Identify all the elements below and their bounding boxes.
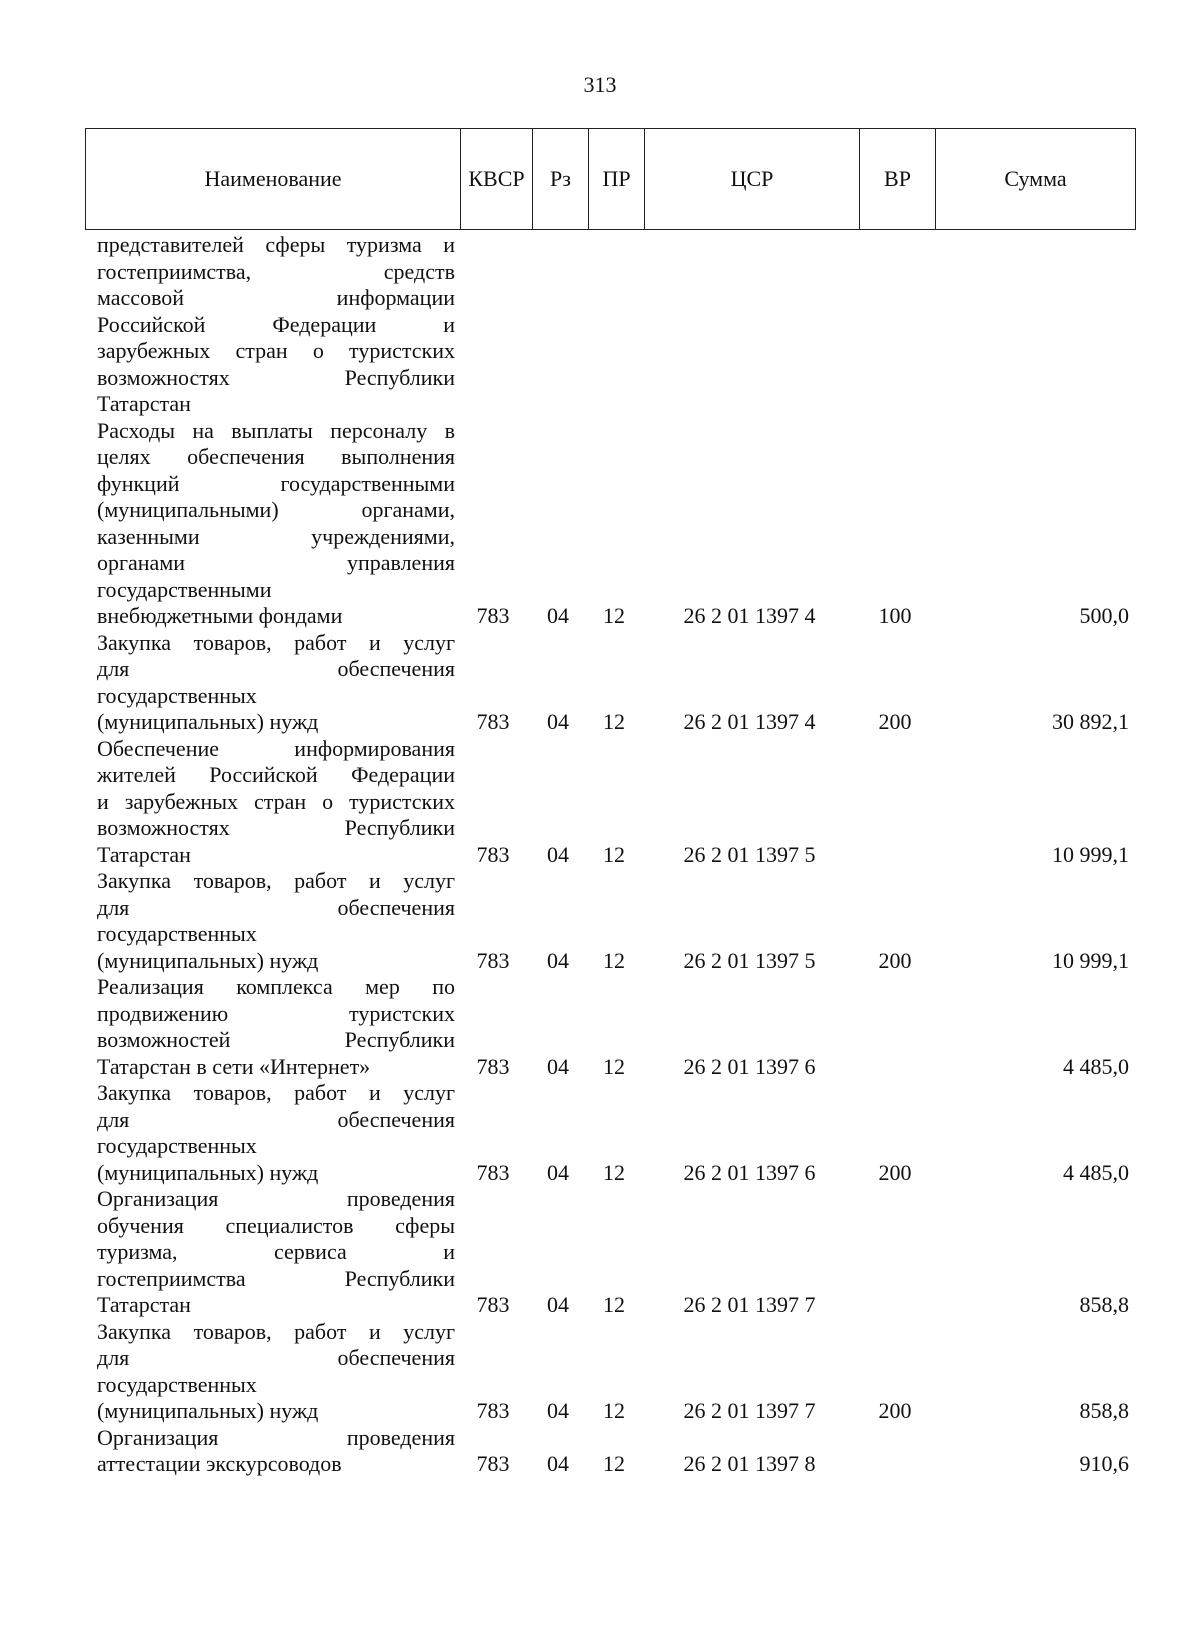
row-name: [97, 736, 455, 869]
row-name-line: возможностях Республики: [97, 364, 455, 390]
cell-vr: 200: [878, 709, 912, 734]
table-row: [85, 1186, 1135, 1319]
row-name-line: жителей Российской Федерации: [97, 762, 455, 787]
cell-vr: 200: [878, 1398, 912, 1423]
row-name-line: возможностей Республики: [97, 1027, 455, 1052]
row-name-line: возможностях Республики: [97, 815, 455, 840]
table-row: [85, 630, 1135, 736]
row-name-line: государственных: [97, 1133, 257, 1158]
row-name: [97, 232, 455, 418]
cell-kvsr: 783: [476, 709, 510, 734]
table-row: [85, 736, 1135, 869]
row-name-line: для обеспечения: [97, 1345, 455, 1370]
row-name-line: для обеспечения: [97, 894, 455, 920]
row-name-line: Закупка товаров, работ и услуг: [97, 868, 455, 893]
cell-sum: 4 485,0: [1063, 1053, 1129, 1079]
row-name-line: Татарстан: [97, 391, 191, 416]
row-name-line: Расходы на выплаты персоналу в: [97, 417, 455, 443]
table-body: [85, 232, 1135, 1478]
row-name-line: Реализация комплекса мер по: [97, 974, 455, 999]
cell-csr: 26 2 01 1397 4: [683, 709, 816, 734]
row-name-line: (муниципальных) нужд: [97, 947, 319, 973]
cell-vr: 200: [878, 1159, 912, 1185]
cell-sum: 910,6: [1079, 1451, 1129, 1476]
cell-kvsr: 783: [476, 1292, 510, 1317]
cell-csr: 26 2 01 1397 5: [683, 947, 816, 973]
cell-kvsr: 783: [476, 947, 510, 973]
row-name-line: (муниципальных) нужд: [97, 1398, 319, 1423]
table-row: [85, 1319, 1135, 1425]
cell-pr: 12: [603, 709, 625, 734]
row-name-line: целях обеспечения выполнения: [97, 444, 455, 469]
row-name: [97, 1425, 455, 1478]
row-name-line: туризма, сервиса и: [97, 1239, 455, 1264]
cell-rz: 04: [547, 1292, 569, 1317]
row-name-line: массовой информации: [97, 285, 455, 310]
cell-csr: 26 2 01 1397 4: [683, 603, 816, 628]
row-name-line: Татарстан в сети «Интернет»: [97, 1053, 371, 1079]
row-name-line: для обеспечения: [97, 656, 455, 681]
cell-rz: 04: [547, 1451, 569, 1476]
cell-pr: 12: [603, 1159, 625, 1185]
cell-rz: 04: [547, 603, 569, 628]
row-name: [97, 868, 455, 974]
row-name-line: государственных: [97, 682, 257, 708]
row-name-line: аттестации экскурсоводов: [97, 1451, 342, 1476]
row-name-line: Закупка товаров, работ и услуг: [97, 1080, 455, 1105]
cell-rz: 04: [547, 947, 569, 973]
cell-rz: 04: [547, 841, 569, 867]
row-name-line: органами управления: [97, 550, 455, 575]
row-name: [97, 630, 455, 736]
cell-pr: 12: [603, 1292, 625, 1317]
cell-pr: 12: [603, 841, 625, 867]
row-name-line: Татарстан: [97, 841, 191, 867]
row-name-line: гостеприимства Республики: [97, 1265, 455, 1291]
cell-kvsr: 783: [476, 1398, 510, 1423]
header-vr: ВР: [860, 129, 936, 230]
row-name: [97, 974, 455, 1080]
header-name: Наименование: [86, 129, 461, 230]
cell-sum: 10 999,1: [1052, 841, 1129, 867]
cell-sum: 4 485,0: [1063, 1159, 1129, 1185]
cell-pr: 12: [603, 1398, 625, 1423]
cell-pr: 12: [603, 1053, 625, 1079]
row-name: [97, 1186, 455, 1319]
cell-csr: 26 2 01 1397 6: [683, 1159, 816, 1185]
cell-csr: 26 2 01 1397 5: [683, 841, 816, 867]
cell-sum: 30 892,1: [1052, 709, 1129, 734]
cell-sum: 10 999,1: [1052, 947, 1129, 973]
cell-pr: 12: [603, 1451, 625, 1476]
row-name-line: Закупка товаров, работ и услуг: [97, 1318, 455, 1344]
row-name-line: внебюджетными фондами: [97, 603, 343, 628]
row-name-line: представителей сферы туризма и: [97, 232, 455, 257]
table-row: [85, 1425, 1135, 1478]
cell-sum: 858,8: [1079, 1292, 1129, 1317]
cell-rz: 04: [547, 709, 569, 734]
row-name-line: государственных: [97, 1371, 257, 1397]
cell-kvsr: 783: [476, 603, 510, 628]
row-name-line: зарубежных стран о туристских: [97, 338, 455, 363]
header-csr: ЦСР: [645, 129, 860, 230]
row-name-line: Закупка товаров, работ и услуг: [97, 629, 455, 655]
table-row: [85, 418, 1135, 630]
row-name-line: (муниципальными) органами,: [97, 497, 455, 522]
cell-rz: 04: [547, 1053, 569, 1079]
header-sum: Сумма: [936, 129, 1136, 230]
header-rz: Рз: [533, 129, 589, 230]
cell-vr: 100: [878, 603, 912, 628]
row-name-line: (муниципальных) нужд: [97, 1159, 319, 1185]
row-name-line: Обеспечение информирования: [97, 735, 455, 761]
header-pr: ПР: [589, 129, 645, 230]
row-name-line: (муниципальных) нужд: [97, 709, 319, 734]
cell-pr: 12: [603, 603, 625, 628]
row-name-line: государственными: [97, 576, 272, 602]
page-number: 313: [583, 72, 617, 97]
cell-kvsr: 783: [476, 841, 510, 867]
cell-vr: 200: [878, 947, 912, 973]
row-name-line: Татарстан: [97, 1292, 191, 1317]
cell-sum: 500,0: [1079, 603, 1129, 628]
cell-kvsr: 783: [476, 1451, 510, 1476]
row-name-line: Российской Федерации и: [97, 311, 455, 337]
row-name-line: казенными учреждениями,: [97, 523, 455, 549]
table-row: [85, 1080, 1135, 1186]
cell-csr: 26 2 01 1397 8: [683, 1451, 816, 1476]
cell-kvsr: 783: [476, 1159, 510, 1185]
row-name-line: гостеприимства, средств: [97, 258, 455, 284]
table-header: [85, 128, 1136, 230]
cell-csr: 26 2 01 1397 7: [683, 1398, 816, 1423]
row-name-line: Организация проведения: [97, 1186, 455, 1211]
cell-rz: 04: [547, 1159, 569, 1185]
row-name: [97, 418, 455, 630]
row-name-line: обучения специалистов сферы: [97, 1212, 455, 1238]
row-name-line: и зарубежных стран о туристских: [97, 788, 455, 814]
table-row: [85, 974, 1135, 1080]
cell-pr: 12: [603, 947, 625, 973]
row-name-line: продвижению туристских: [97, 1000, 455, 1026]
row-name-line: для обеспечения: [97, 1106, 455, 1132]
cell-rz: 04: [547, 1398, 569, 1423]
row-name: [97, 1080, 455, 1186]
row-name: [97, 1319, 455, 1425]
header-kvsr: КВСР: [461, 129, 533, 230]
cell-kvsr: 783: [476, 1053, 510, 1079]
cell-csr: 26 2 01 1397 6: [683, 1053, 816, 1079]
row-name-line: государственных: [97, 921, 257, 946]
table-row: [85, 868, 1135, 974]
table-row: [85, 232, 1135, 418]
cell-sum: 858,8: [1079, 1398, 1129, 1423]
row-name-line: функций государственными: [97, 470, 455, 496]
cell-csr: 26 2 01 1397 7: [683, 1292, 816, 1317]
row-name-line: Организация проведения: [97, 1424, 455, 1450]
